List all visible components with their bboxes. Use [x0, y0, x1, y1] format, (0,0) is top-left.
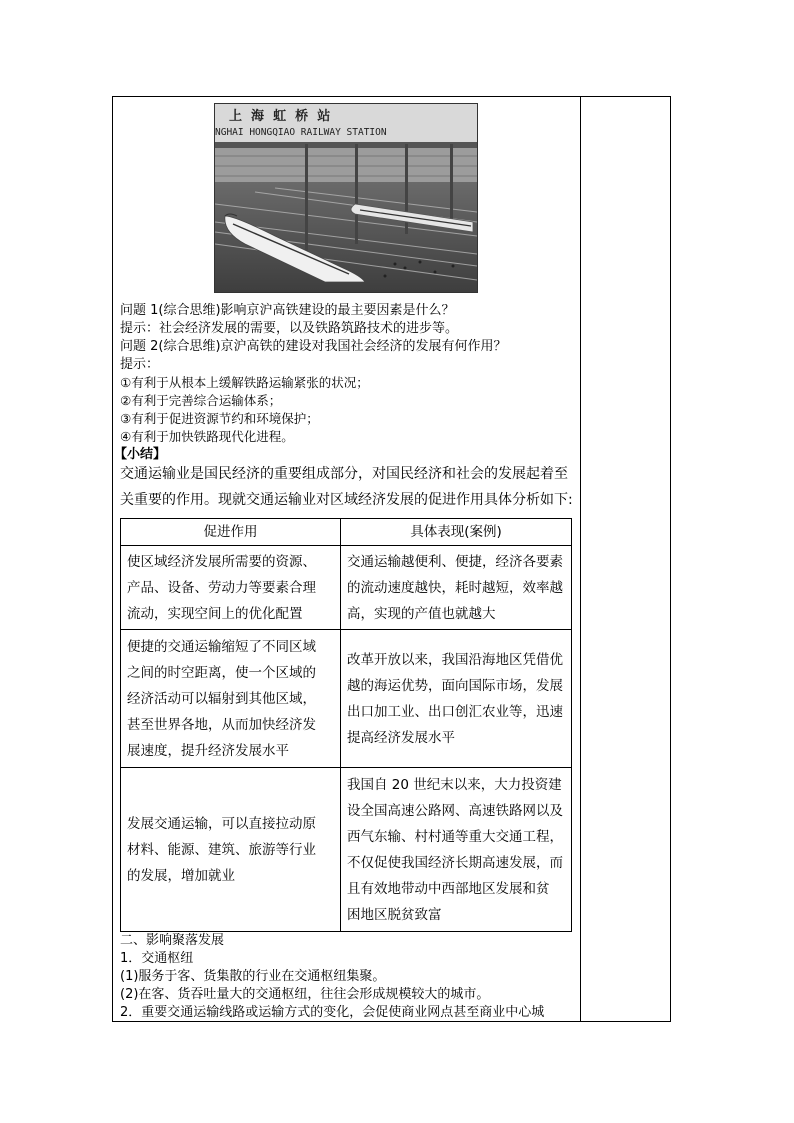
station-sign-chinese: 上 海 虹 桥 站 [229, 109, 331, 124]
cell-line: 出口加工业、出口创汇农业等，迅速 [347, 703, 563, 720]
point-4: ④有利于加快铁路现代化进程。 [120, 429, 294, 444]
table-header-example: 具体表现(案例) [341, 519, 572, 546]
summary-line-1: 交通运输业是国民经济的重要组成部分，对国民经济和社会的发展起着至 [120, 466, 568, 482]
cell-line: 发展交通运输，可以直接拉动原 [127, 815, 316, 832]
section-2-item-1b: (2)在客、货吞吐量大的交通枢纽，往往会形成规模较大的城市。 [120, 987, 490, 1002]
summary-line-2: 关重要的作用。现就交通运输业对区域经济发展的促进作用具体分析如下: [120, 492, 573, 508]
cell-line: 不仅促使我国经济长期高速发展，而 [347, 854, 563, 871]
cell-line: 的发展，增加就业 [127, 867, 235, 884]
table-cell-example [341, 630, 572, 768]
cell-line: 困地区脱贫致富 [347, 906, 442, 923]
cell-line: 展速度，提升经济发展水平 [127, 742, 289, 759]
table-cell-effect [121, 546, 341, 630]
question-2: 问题 2(综合思维)京沪高铁的建设对我国社会经济的发展有何作用？ [120, 339, 507, 354]
question-1: 问题 1(综合思维)影响京沪高铁建设的最主要因素是什么？ [120, 303, 455, 318]
cell-line: 我国自 20 世纪末以来，大力投资建 [347, 776, 562, 793]
section-2-item-2: 2．重要交通运输线路或运输方式的变化，会促使商业网点甚至商业中心城 [120, 1005, 545, 1020]
station-photo [214, 103, 478, 293]
cell-line: 材料、能源、建筑、旅游等行业 [127, 841, 316, 858]
table-cell-example [341, 768, 572, 932]
cell-line: 之间的时空距离，使一个区域的 [127, 664, 316, 681]
section-2-item-1: 1．交通枢纽 [120, 951, 194, 966]
section-2-heading: 二、影响聚落发展 [120, 933, 225, 948]
table-row [121, 546, 572, 630]
cell-line: 流动，实现空间上的优化配置 [127, 605, 303, 622]
summary-heading: 【小结】 [114, 447, 167, 462]
point-3: ③有利于促进资源节约和环境保护； [120, 411, 319, 426]
cell-line: 提高经济发展水平 [347, 729, 455, 746]
cell-line: 且有效地带动中西部地区发展和贫 [347, 880, 550, 897]
cell-line: 使区域经济发展所需要的资源、 [127, 553, 316, 570]
cell-line: 便捷的交通运输缩短了不同区域 [127, 638, 316, 655]
point-1: ①有利于从根本上缓解铁路运输紧张的状况； [120, 375, 369, 390]
cell-line: 西气东输、村村通等重大交通工程， [347, 828, 563, 845]
cell-line: 改革开放以来，我国沿海地区凭借优 [347, 651, 563, 668]
cell-line: 的流动速度越快，耗时越短，效率越 [347, 579, 563, 596]
station-photo-drawing [215, 104, 477, 292]
hint-label: 提示： [120, 357, 160, 372]
answer-1: 提示：社会经济发展的需要，以及铁路筑路技术的进步等。 [120, 321, 459, 336]
cell-line: 产品、设备、劳动力等要素合理 [127, 579, 316, 596]
cell-line: 甚至世界各地，从而加快经济发 [127, 716, 316, 733]
cell-line: 高，实现的产值也就越大 [347, 605, 496, 622]
point-2: ②有利于完善综合运输体系； [120, 393, 282, 408]
cell-line: 经济活动可以辐射到其他区域， [127, 690, 316, 707]
layout-column-divider [580, 96, 581, 1022]
cell-line: 设全国高速公路网、高速铁路网以及 [347, 802, 563, 819]
table-cell-effect [121, 768, 341, 932]
promotion-table [120, 518, 572, 932]
table-row [121, 768, 572, 932]
station-sign-english: NGHAI HONGQIAO RAILWAY STATION [215, 127, 387, 138]
table-header-effect: 促进作用 [121, 519, 341, 546]
table-header-row [121, 519, 572, 546]
table-cell-effect [121, 630, 341, 768]
cell-line: 越的海运优势，面向国际市场，发展 [347, 677, 563, 694]
section-2-item-1a: (1)服务于客、货集散的行业在交通枢纽集聚。 [120, 969, 386, 984]
table-cell-example [341, 546, 572, 630]
cell-line: 交通运输越便利、便捷，经济各要素 [347, 553, 563, 570]
table-row [121, 630, 572, 768]
